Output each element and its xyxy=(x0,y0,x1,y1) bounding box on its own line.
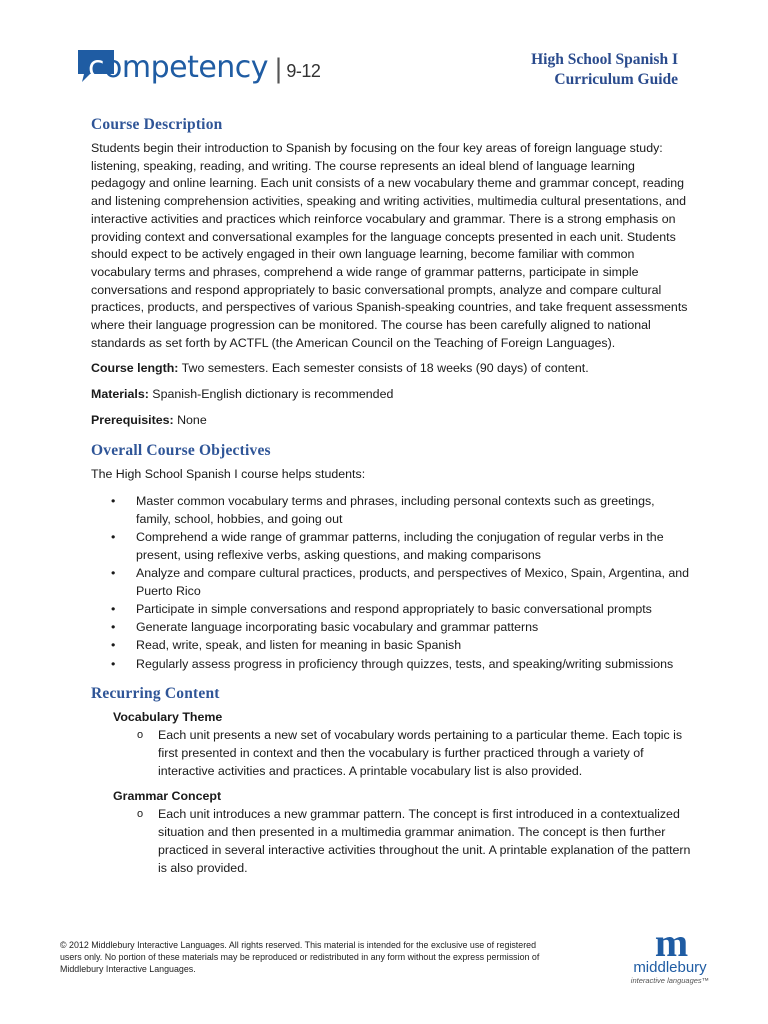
list-item: • Analyze and compare cultural practices, products, and perspectives of Mexico, Spain, Argentina, and Puerto Rico xyxy=(91,565,691,600)
copyright-notice: © 2012 Middlebury Interactive Languages. All rights reserved. This material is intended for the exclusive use of registered users only. No portion of these materials may be reproduced or redistributed in any form without the express permission of Middlebury Interactive Languages. xyxy=(60,940,540,974)
logo-word-rest: ompetency xyxy=(104,50,269,85)
document-title-line2: Curriculum Guide xyxy=(554,71,678,88)
list-item: • Generate language incorporating basic vocabulary and grammar patterns xyxy=(91,619,691,637)
middlebury-logo-tagline: interactive languages™ xyxy=(630,976,710,985)
grammar-concept-list xyxy=(91,806,691,877)
logo-grade: 9-12 xyxy=(286,61,321,81)
document-title-line1: High School Spanish I xyxy=(531,51,678,68)
course-length xyxy=(91,360,691,378)
list-item: o Each unit introduces a new grammar pattern. The concept is first introduced in a contextualized situation and then presented in a multimedia grammar animation. The concept is then further practiced in several interactive activities throughout the unit. A printable explanation of the pattern is also provided. xyxy=(91,806,691,877)
vocabulary-theme-title: Vocabulary Theme xyxy=(113,710,223,725)
list-item: • Regularly assess progress in proficiency through quizzes, tests, and speaking/writing submissions xyxy=(91,656,691,674)
list-item: • Comprehend a wide range of grammar patterns, including the conjugation of regular verbs in the present, using reflexive verbs, asking questions, and making comparisons xyxy=(91,529,691,564)
prerequisites-label: Prerequisites: xyxy=(91,412,174,427)
course-description-heading: Course Description xyxy=(91,116,223,133)
course-description-text: Students begin their introduction to Spanish by focusing on the four key areas of foreign language study: listening, speaking, reading, and writing. The course represents an ideal blend of language learning pedagogy and online learning. Each unit consists of a new vocabulary theme and grammar concept, reading and listening comprehension activities, speaking and writing activities, multimedia cultural presentations, and interactive activities and practices which reinforce vocabulary and grammar. There is a strong emphasis on providing context and conversational examples for the language concepts presented in each unit. Students should expect to be actively engaged in their own language learning, become familiar with common vocabulary terms and phrases, comprehend a wide range of grammar patterns, participate in simple conversations and respond appropriately to basic conversational prompts, analyze and compare cultural practices, products, and perspectives of various Spanish-speaking countries, and take frequent assessments where their language progression can be monitored. The course has been carefully aligned to national standards as set forth by ACTFL (the American Council on the Teaching of Foreign Languages). xyxy=(91,141,688,350)
materials-value: Spanish-English dictionary is recommended xyxy=(148,387,394,402)
vocabulary-theme-list xyxy=(91,727,691,780)
middlebury-logo-mark: m xyxy=(654,920,686,965)
middlebury-logo-name: middlebury xyxy=(633,959,707,976)
objectives-list xyxy=(91,493,691,673)
document-title xyxy=(531,50,678,90)
list-item: • Participate in simple conversations and respond appropriately to basic conversational prompts xyxy=(91,601,691,619)
grammar-concept-title: Grammar Concept xyxy=(113,789,222,804)
logo-word xyxy=(88,50,268,85)
prerequisites xyxy=(91,412,691,430)
list-item: • Master common vocabulary terms and phrases, including personal contexts such as greetings, family, school, hobbies, and going out xyxy=(91,493,691,528)
objectives-heading: Overall Course Objectives xyxy=(91,441,271,459)
competency-logo xyxy=(76,44,321,90)
recurring-content-heading: Recurring Content xyxy=(91,685,220,703)
materials-label: Materials: xyxy=(91,387,149,402)
prerequisites-value: None xyxy=(173,412,207,427)
list-item: o Each unit presents a new set of vocabulary words pertaining to a particular theme. Each topic is first presented in context and then the vocabulary is further practiced through a variety of interactive activities and practices. A printable vocabulary list is also provided. xyxy=(91,727,691,780)
objectives-intro: The High School Spanish I course helps students: xyxy=(91,466,366,481)
logo-separator: | xyxy=(274,54,283,84)
list-item: • Read, write, speak, and listen for meaning in basic Spanish xyxy=(91,637,691,655)
materials xyxy=(91,386,691,404)
course-length-label: Course length: xyxy=(91,361,179,376)
middlebury-logo xyxy=(615,920,725,996)
course-length-value: Two semesters. Each semester consists of 18 weeks (90 days) of content. xyxy=(178,361,589,376)
document-body xyxy=(91,116,691,885)
logo-word-lead: c xyxy=(88,50,104,85)
